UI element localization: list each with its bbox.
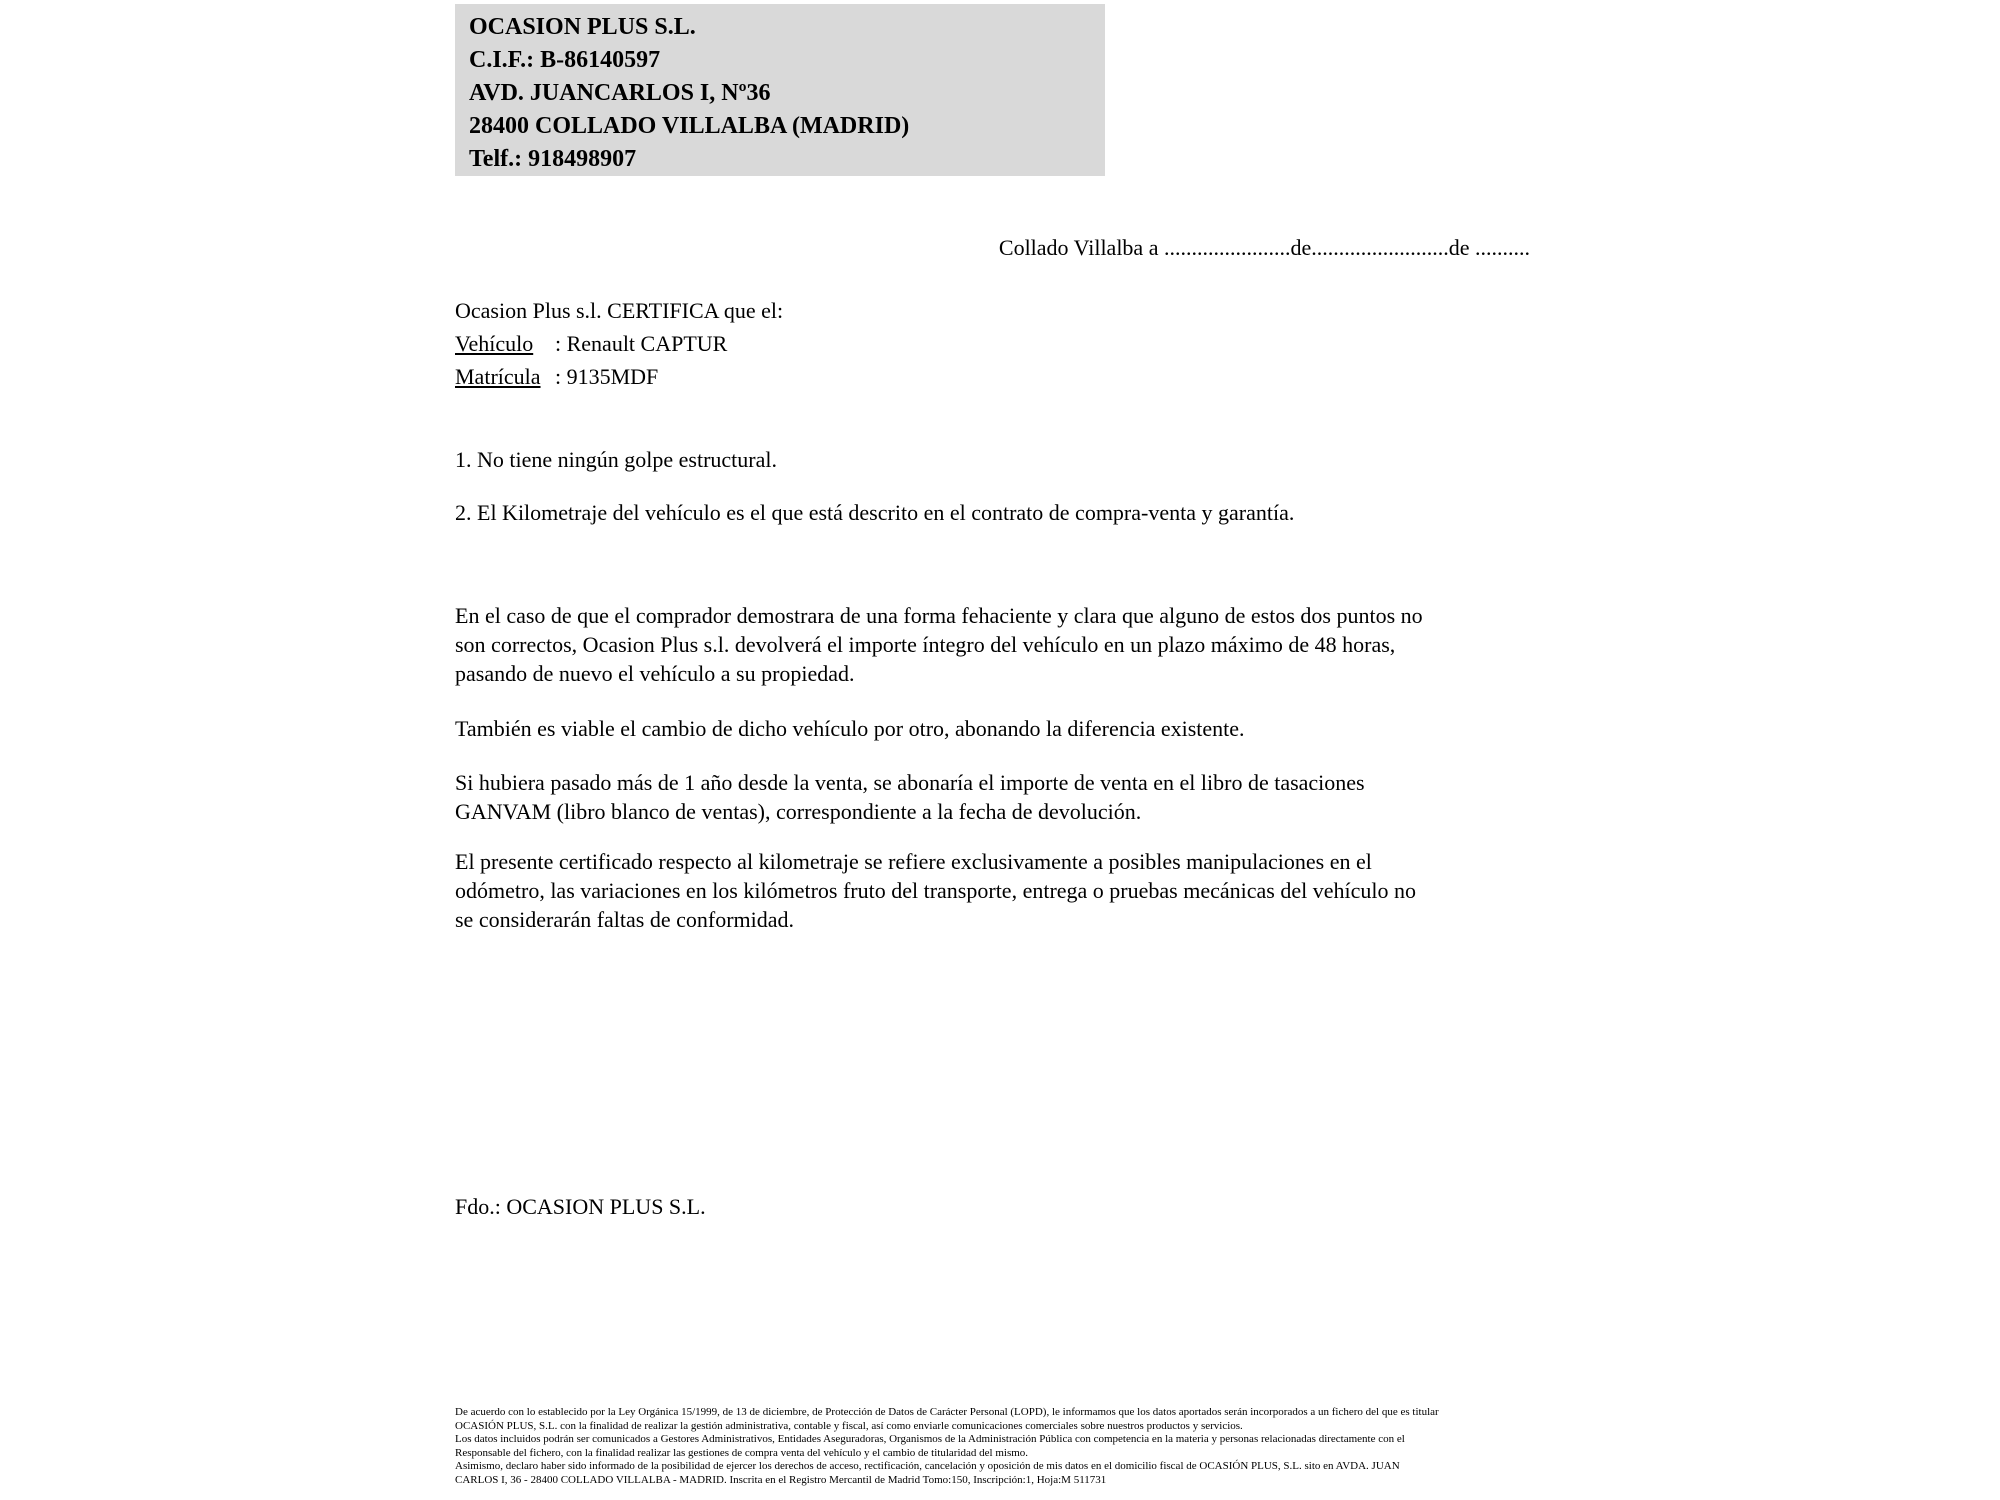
company-postal-city: 28400 COLLADO VILLALBA (MADRID): [469, 113, 910, 139]
certify-intro-text: Ocasion Plus s.l. CERTIFICA que el:: [455, 298, 784, 323]
plate-field-row: [455, 360, 1530, 393]
paragraph-line: pasando de nuevo el vehículo a su propiedad.: [455, 661, 855, 686]
paragraph-line: son correctos, Ocasion Plus s.l. devolverá el importe íntegro del vehículo en un plazo máximo de 48 horas,: [455, 632, 1396, 657]
legal-line: De acuerdo con lo establecido por la Ley Orgánica 15/1999, de 13 de diciembre, de Protección de Datos de Carácter Personal (LOPD), le informamos que los datos aportados serán incorporados a un fichero del que es titular: [455, 1406, 1439, 1418]
company-address: AVD. JUANCARLOS I, Nº36: [469, 80, 771, 106]
legal-line: Asimismo, declaro haber sido informado de la posibilidad de ejercer los derechos de acceso, rectificación, cancelación y oposición de mis datos en el domicilio fiscal de OCASIÓN PLUS, S.L. sito en AVDA. JUAN: [455, 1460, 1400, 1473]
legal-line: OCASIÓN PLUS, S.L. con la finalidad de realizar la gestión administrativa, contable y fiscal, así como enviarle comunicaciones comerciales sobre nuestros productos y servicios.: [455, 1419, 1243, 1432]
paragraph-line: El presente certificado respecto al kilometraje se refiere exclusivamente a posibles manipulaciones en el: [455, 849, 1372, 874]
plate-label-cell: [455, 360, 555, 393]
paragraph-vehicle-exchange: [455, 714, 1530, 743]
paragraph-line: También es viable el cambio de dicho vehículo por otro, abonando la diferencia existente.: [455, 716, 1245, 741]
paragraph-line: se considerarán faltas de conformidad.: [455, 907, 795, 932]
company-cif: C.I.F.: B-86140597: [469, 47, 661, 73]
date-fill-in-line: Collado Villalba a .......................de.........................de ..........: [998, 235, 1530, 260]
company-header-box: [455, 4, 1105, 176]
legal-line: Los datos incluidos podrán ser comunicados a Gestores Administrativos, Entidades Aseguradoras, Organismos de la Administración Pública con competencia en la materia y personas relacionadas directamente con el: [455, 1433, 1405, 1446]
paragraph-line: GANVAM (libro blanco de ventas), correspondiente a la fecha de devolución.: [455, 799, 1142, 824]
vehicle-label: Vehículo: [455, 331, 534, 356]
paragraph-odometer-disclaimer: [455, 847, 1530, 934]
legal-footer: [455, 1406, 1530, 1488]
vehicle-value: : Renault CAPTUR: [555, 331, 728, 356]
paragraph-line: Si hubiera pasado más de 1 año desde la venta, se abonaría el importe de venta en el libro de tasaciones: [455, 770, 1365, 795]
certificate-intro-block: [455, 294, 1530, 393]
legal-line: CARLOS I, 36 - 28400 COLLADO VILLALBA - MADRID. Inscrita en el Registro Mercantil de Madrid Tomo:150, Inscripción:1, Hoja:M 511731: [455, 1473, 1107, 1486]
signature-line: Fdo.: OCASION PLUS S.L.: [455, 1194, 706, 1219]
legal-line: Responsable del fichero, con la finalidad realizar las gestiones de compra venta del vehículo y el cambio de titularidad del mismo.: [455, 1446, 1029, 1459]
paragraph-ganvam: [455, 768, 1530, 826]
paragraph-line: En el caso de que el comprador demostrara de una forma fehaciente y clara que alguno de estos dos puntos no: [455, 603, 1423, 628]
vehicle-field-row: [455, 327, 1530, 360]
point-mileage: 2. El Kilometraje del vehículo es el que está descrito en el contrato de compra-venta y garantía.: [455, 500, 1295, 525]
point-structural-damage: 1. No tiene ningún golpe estructural.: [455, 447, 777, 472]
paragraph-refund-48h: [455, 601, 1530, 688]
paragraph-line: odómetro, las variaciones en los kilómetros fruto del transporte, entrega o pruebas mecánicas del vehículo no: [455, 878, 1416, 903]
company-name: OCASION PLUS S.L.: [469, 14, 696, 40]
plate-value: : 9135MDF: [555, 364, 659, 389]
plate-label: Matrícula: [455, 364, 541, 389]
company-phone: Telf.: 918498907: [469, 146, 637, 172]
vehicle-label-cell: [455, 327, 555, 360]
